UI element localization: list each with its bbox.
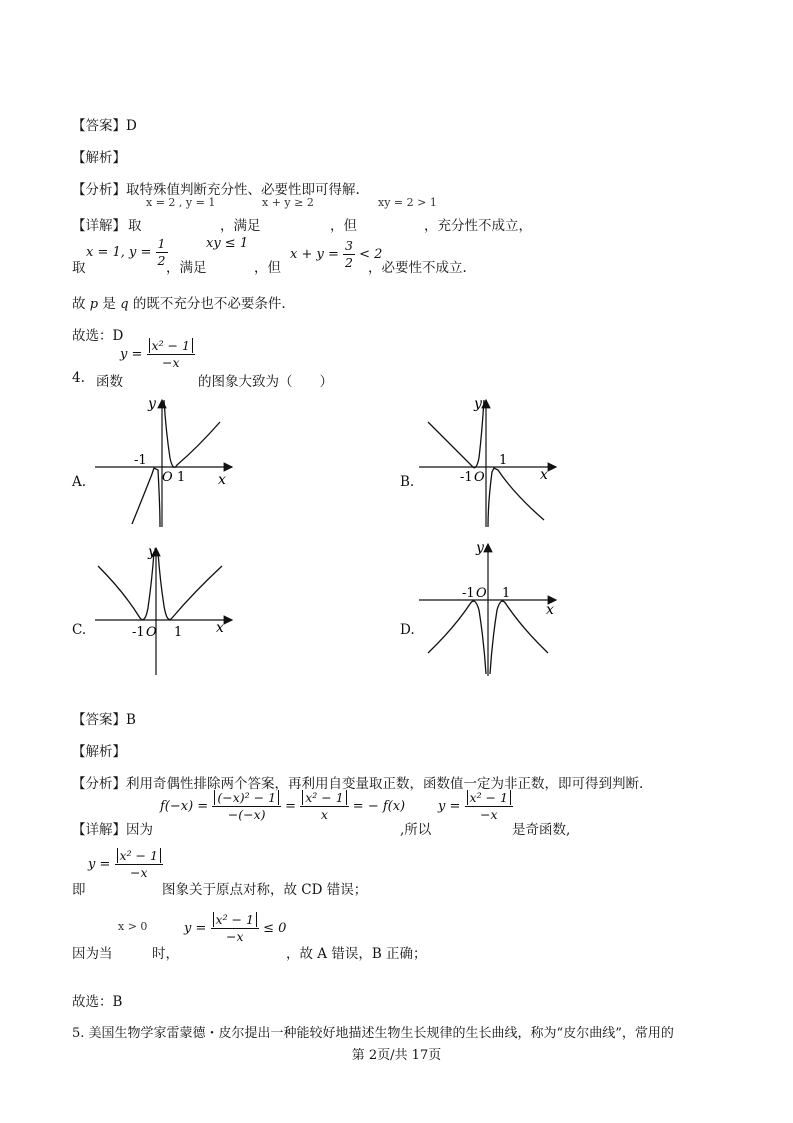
fraction-three-halves xyxy=(343,238,355,271)
page-footer: 第 2页/共 17页 xyxy=(351,1048,442,1063)
fraction-den: −x xyxy=(129,865,148,880)
formula-x1-y-half xyxy=(86,236,168,269)
origin-label: O xyxy=(162,470,173,485)
fenxi-line-q4 xyxy=(72,772,643,792)
analysis-label: 【解析】 xyxy=(72,150,126,166)
curve-right xyxy=(158,552,222,620)
tick-neg1: -1 xyxy=(462,586,475,601)
y-axis-label: y xyxy=(148,396,156,412)
fraction-4 xyxy=(115,848,163,881)
conclusion-q3 xyxy=(72,292,286,312)
formula-eq: = xyxy=(285,799,297,814)
text-necessity-fail: ，必要性不成立. xyxy=(368,260,467,276)
question-suffix-4: 的图象大致为（ ） xyxy=(198,374,333,390)
formula-y-4 xyxy=(88,848,163,881)
text-but: ，但 xyxy=(330,218,357,234)
fenxi-text: 取特殊值判断充分性、必要性即可得解. xyxy=(126,182,360,198)
condition-x-gt-0: x > 0 xyxy=(118,920,148,933)
text-because: 因为 xyxy=(126,822,153,838)
x-axis-label: x xyxy=(216,620,224,636)
answer-line-q4 xyxy=(72,708,136,728)
analysis-label-q4: 【解析】 xyxy=(72,744,126,760)
option-a-graph[interactable] xyxy=(90,392,240,532)
fraction-num: x² − 1 xyxy=(149,338,193,353)
origin-label: O xyxy=(474,470,485,485)
answer-label: 【答案】 xyxy=(72,712,126,728)
formula-lhs: f(−x) = xyxy=(160,799,209,814)
fraction-den: x xyxy=(320,807,328,822)
tick-neg1: -1 xyxy=(460,470,473,485)
answer-label: 【答案】 xyxy=(72,118,126,134)
question-text-5: 美国生物学家雷蒙德・皮尔提出一种能较好地描述生物生长规律的生长曲线，称为“皮尔曲线”，常用的 xyxy=(88,1026,674,1041)
condition-sum-ge-2: x + y ≥ 2 xyxy=(262,196,314,209)
question-5 xyxy=(72,1022,674,1041)
curve-right xyxy=(164,400,220,467)
origin-label: O xyxy=(146,625,157,640)
tick-neg1: -1 xyxy=(132,625,145,640)
q4-function-formula xyxy=(120,338,195,371)
formula-y-5 xyxy=(184,912,286,945)
tick-neg1: -1 xyxy=(134,453,147,468)
formula-le: ≤ 0 xyxy=(263,921,287,936)
fraction-num: x² − 1 xyxy=(467,790,511,805)
choose-q3: 故选：D xyxy=(72,328,124,344)
y-axis-label: y xyxy=(474,396,482,412)
question-number-5: 5. xyxy=(72,1026,85,1041)
text-satisfy-2: ，满足 xyxy=(166,260,207,276)
tick-1: 1 xyxy=(177,470,186,485)
formula-y-3 xyxy=(438,790,513,823)
text-symmetric: 图象关于原点对称，故 CD 错误； xyxy=(162,882,368,898)
y-axis-label: y xyxy=(148,544,156,560)
fraction-num: 1 xyxy=(157,236,166,251)
tick-1: 1 xyxy=(174,625,183,640)
condition-xy-gt-1: xy = 2 > 1 xyxy=(378,196,437,209)
fraction-den: −x xyxy=(225,929,244,944)
formula-odd-check xyxy=(160,790,405,823)
fraction-den: −x xyxy=(161,355,180,370)
x-axis-label: x xyxy=(540,467,548,483)
option-c-graph[interactable] xyxy=(90,540,240,680)
fraction-1 xyxy=(212,790,281,823)
fraction-3 xyxy=(465,790,513,823)
curve-right xyxy=(490,601,548,674)
formula-y: y = xyxy=(88,857,111,872)
formula-part: x = 1, y = xyxy=(86,245,152,260)
fraction-den: 2 xyxy=(345,255,353,270)
curve-left xyxy=(132,468,160,527)
tick-1: 1 xyxy=(502,586,511,601)
detail-label-q4 xyxy=(72,818,153,838)
text-satisfy: ，满足 xyxy=(220,218,261,234)
answer-value: B xyxy=(126,712,136,728)
detail-label-q3: 【详解】 xyxy=(72,218,126,234)
fraction-num: 3 xyxy=(345,238,353,253)
origin-label: O xyxy=(476,586,487,601)
formula-part: x + y = xyxy=(290,247,339,262)
text-shi: 时， xyxy=(152,946,179,962)
text-qu-2: 取 xyxy=(72,260,86,276)
formula-y: y = xyxy=(184,921,207,936)
question-prefix-4: 函数 xyxy=(96,374,123,390)
curve-left xyxy=(98,552,154,620)
option-d-graph[interactable] xyxy=(414,538,564,680)
text-therefore: ,所以 xyxy=(400,822,432,838)
var-q: q xyxy=(120,297,129,312)
formula-y: y = xyxy=(120,347,143,362)
fraction-num: x² − 1 xyxy=(213,912,257,927)
choose-q4: 故选：B xyxy=(72,994,123,1010)
text-sufficiency-fail: ，充分性不成立， xyxy=(424,218,532,234)
condition-x2-y1: x = 2 , y = 1 xyxy=(146,196,216,209)
fenxi-label: 【分析】 xyxy=(72,776,126,792)
fenxi-text: 利用奇偶性排除两个答案，再利用自变量取正数，函数值一定为非正数，即可得到判断. xyxy=(126,776,644,792)
fraction-den: −(−x) xyxy=(227,807,266,822)
option-a-label[interactable]: A. xyxy=(72,474,87,490)
x-axis-label: x xyxy=(218,472,226,488)
fenxi-label: 【分析】 xyxy=(72,182,126,198)
condition-xy-le-1: xy ≤ 1 xyxy=(206,236,249,251)
tick-1: 1 xyxy=(499,453,508,468)
formula-rhs: = − f(x) xyxy=(352,799,406,814)
detail-label: 【详解】 xyxy=(72,822,126,838)
formula-part: < 2 xyxy=(359,247,383,262)
curve-left xyxy=(428,601,486,674)
fraction-num: (−x)² − 1 xyxy=(214,790,279,805)
answer-value: D xyxy=(126,118,137,134)
fraction-den: 2 xyxy=(157,253,166,268)
text-ji: 即 xyxy=(72,882,86,898)
fraction-num: x² − 1 xyxy=(302,790,346,805)
var-p: p xyxy=(89,297,99,312)
fraction-num: x² − 1 xyxy=(117,848,161,863)
option-c-label[interactable]: C. xyxy=(72,622,87,638)
curve-right xyxy=(488,468,544,527)
y-axis-label: y xyxy=(476,540,484,556)
fraction-den: −x xyxy=(479,807,498,822)
fenxi-line-q3 xyxy=(72,178,360,198)
text-but-2: ，但 xyxy=(254,260,281,276)
answer-line-q3 xyxy=(72,114,137,134)
text-a-wrong-b-right: ，故 A 错误，B 正确； xyxy=(286,946,427,962)
formula-y: y = xyxy=(438,799,461,814)
text-gu: 故 xyxy=(72,296,86,312)
option-b-label[interactable]: B. xyxy=(400,474,415,490)
text-neither: 的既不充分也不必要条件. xyxy=(132,296,286,312)
question-number-4: 4. xyxy=(72,370,85,386)
x-axis-label: x xyxy=(546,602,554,618)
text-is-odd: 是奇函数, xyxy=(512,822,571,838)
option-b-graph[interactable] xyxy=(414,392,564,532)
fraction-5 xyxy=(211,912,259,945)
text-because-when: 因为当 xyxy=(72,946,113,962)
fraction-2 xyxy=(300,790,348,823)
option-d-label[interactable]: D. xyxy=(400,622,415,638)
fraction xyxy=(147,338,195,371)
text-qu: 取 xyxy=(128,218,142,234)
text-shi: 是 xyxy=(102,296,116,312)
